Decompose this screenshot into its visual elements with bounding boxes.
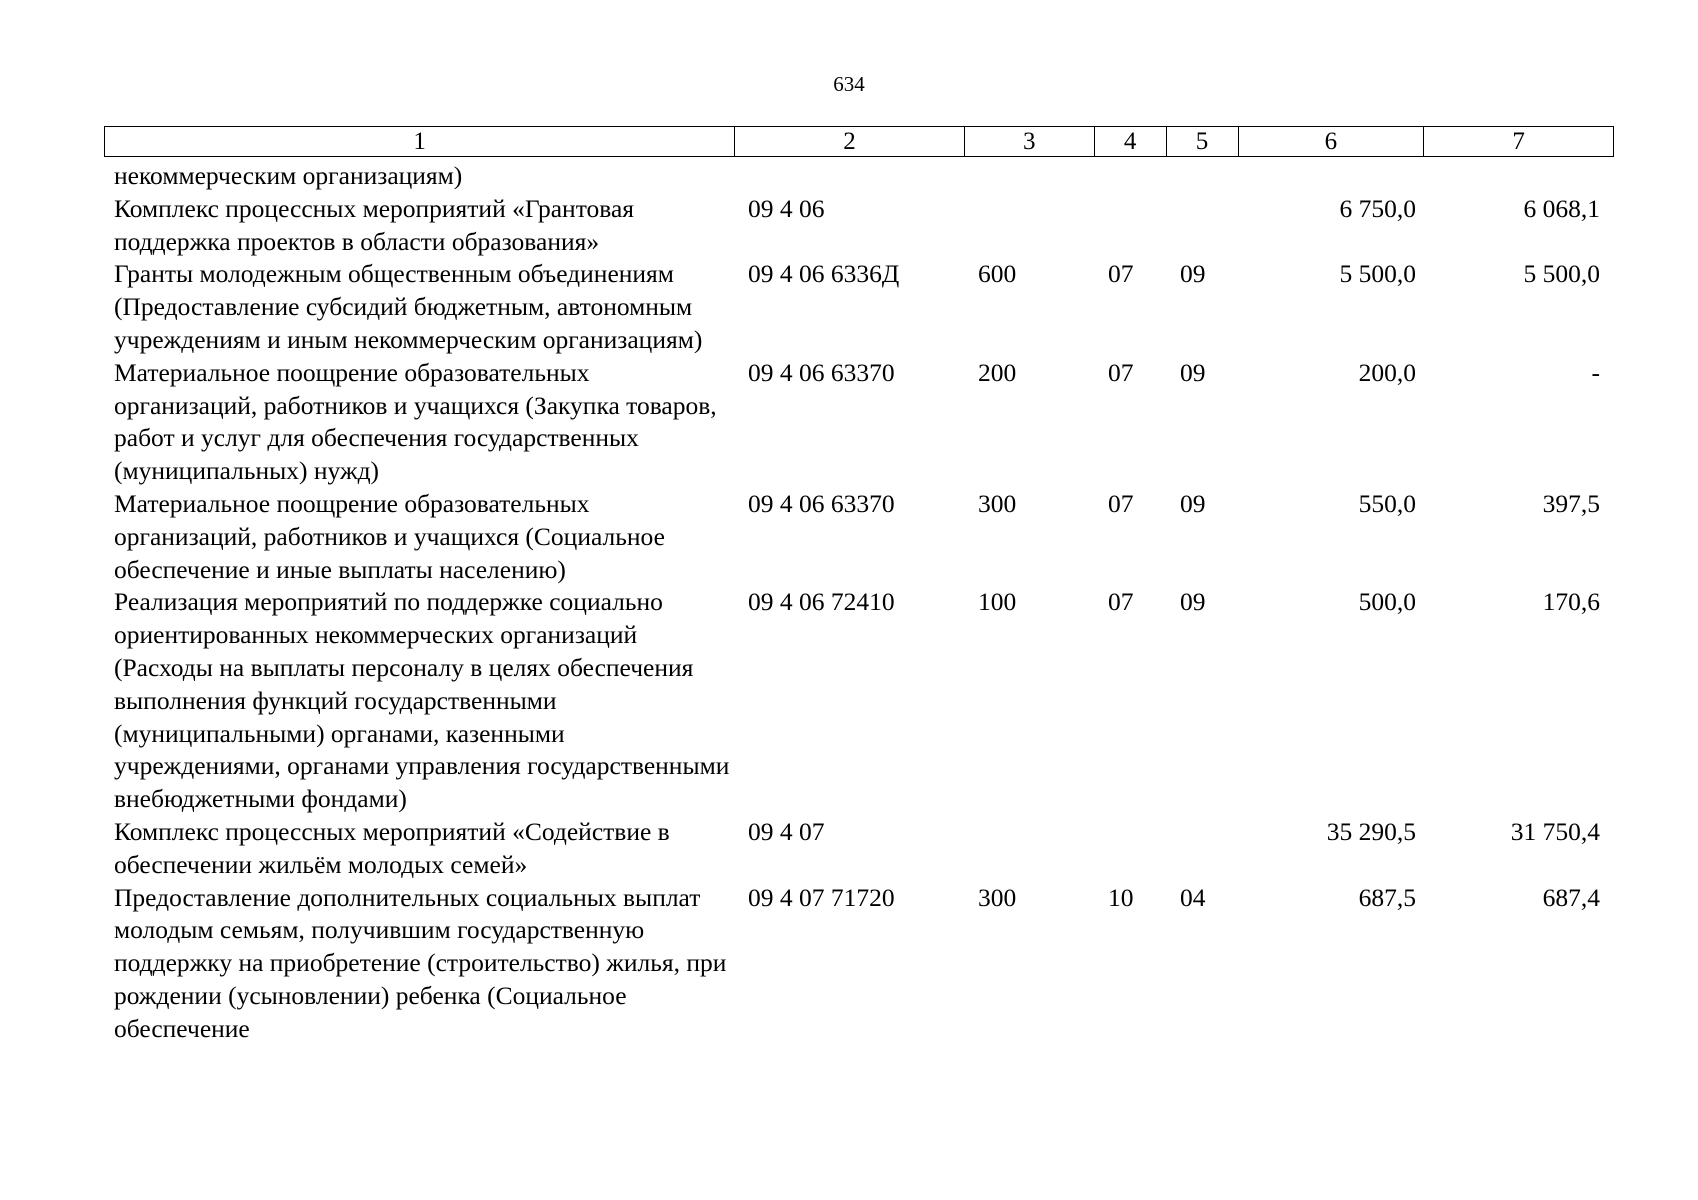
table-row [104, 160, 1614, 193]
row-vr [965, 193, 1095, 259]
row-name: Реализация мероприятий по поддержке социально ориентированных некоммерческих организаций (Расходы на выплаты персоналу в целях обеспечения выполнения функций государственными (муниципальными) органами, казенными учреждениями, органами управления государственными внебюджетными фондами) [114, 587, 730, 814]
row-fact: 687,4 [1542, 882, 1600, 912]
row-rz: 10 [1108, 882, 1134, 912]
row-vr: 300 [978, 488, 1017, 518]
row-vr: 300 [978, 882, 1017, 912]
row-code: 09 4 06 63370 [748, 357, 895, 387]
row-plan: 200,0 [1358, 357, 1416, 387]
row-plan: 500,0 [1358, 587, 1416, 617]
row-vr [965, 160, 1095, 193]
row-pr: 09 [1180, 259, 1206, 289]
row-code: 09 4 07 [748, 816, 825, 846]
table-header [104, 126, 1614, 157]
row-plan [1239, 160, 1425, 193]
row-rz [1095, 193, 1167, 259]
column-header-3: 3 [965, 127, 1095, 156]
column-header-7: 7 [1512, 128, 1525, 155]
row-vr: 600 [978, 259, 1017, 289]
row-code: 09 4 06 6336Д [748, 259, 900, 289]
row-rz: 07 [1108, 357, 1134, 387]
row-vr: 200 [978, 357, 1017, 387]
row-plan: 35 290,5 [1326, 816, 1416, 846]
row-name: Предоставление дополнительных социальных выплат молодым семьям, получившим государственную поддержку на приобретение (строительство) жилья, при рождении (усыновлении) ребенка (Социальное обеспечение [114, 882, 727, 1043]
row-fact: 397,5 [1542, 488, 1600, 518]
row-rz: 07 [1108, 488, 1134, 518]
row-pr: 09 [1180, 587, 1206, 617]
row-fact: 31 750,4 [1510, 816, 1600, 846]
row-fact: 6 068,1 [1523, 193, 1600, 223]
row-pr: 09 [1180, 488, 1206, 518]
row-plan: 550,0 [1358, 488, 1416, 518]
page-number: 634 [833, 72, 865, 96]
row-name: Материальное поощрение образовательных организаций, работников и учащихся (Закупка товаров, работ и услуг для обеспечения государственных (муниципальных) нужд) [114, 357, 717, 486]
row-pr: 09 [1180, 357, 1206, 387]
row-code: 09 4 06 [748, 193, 825, 223]
row-pr [1167, 160, 1239, 193]
table-row [104, 816, 1614, 882]
row-fact [1425, 160, 1611, 193]
table-row [104, 258, 1614, 356]
row-name: Материальное поощрение образовательных организаций, работников и учащихся (Социальное обеспечение и иные выплаты населению) [114, 488, 665, 584]
row-fact: 170,6 [1542, 587, 1600, 617]
row-name: Гранты молодежным общественным объединениям (Предоставление субсидий бюджетным, автономным учреждениям и иным некоммерческим организациям) [114, 259, 703, 354]
table-body [104, 160, 1614, 1046]
row-name: Комплекс процессных мероприятий «Грантовая поддержка проектов в области образования» [114, 193, 635, 256]
column-header-2: 2 [735, 127, 965, 156]
row-rz: 07 [1108, 587, 1134, 617]
table-row [104, 882, 1614, 1046]
row-plan: 687,5 [1358, 882, 1416, 912]
row-pr [1167, 816, 1239, 882]
column-header-1: 1 [105, 127, 735, 156]
row-plan: 6 750,0 [1339, 193, 1416, 223]
row-fact: - [1591, 357, 1600, 387]
row-fact: 5 500,0 [1523, 259, 1600, 289]
row-code: 09 4 07 71720 [748, 882, 895, 912]
row-pr: 04 [1180, 882, 1206, 912]
row-pr [1167, 193, 1239, 259]
column-header-6: 6 [1239, 127, 1425, 156]
table-row [104, 357, 1614, 488]
row-name: Комплекс процессных мероприятий «Содействие в обеспечении жильём молодых семей» [114, 816, 670, 879]
row-code: 09 4 06 63370 [748, 488, 895, 518]
column-header-4: 4 [1095, 127, 1167, 156]
row-name: некоммерческим организациям) [114, 161, 463, 190]
row-rz [1095, 160, 1167, 193]
column-header-5: 5 [1167, 127, 1239, 156]
table-row [104, 488, 1614, 586]
table-row [104, 193, 1614, 259]
row-rz: 07 [1108, 259, 1134, 289]
table-row [104, 586, 1614, 816]
row-code: 09 4 06 72410 [748, 587, 895, 617]
row-plan: 5 500,0 [1339, 259, 1416, 289]
row-code [735, 160, 965, 193]
row-rz [1095, 816, 1167, 882]
row-vr [965, 816, 1095, 882]
row-vr: 100 [978, 587, 1017, 617]
